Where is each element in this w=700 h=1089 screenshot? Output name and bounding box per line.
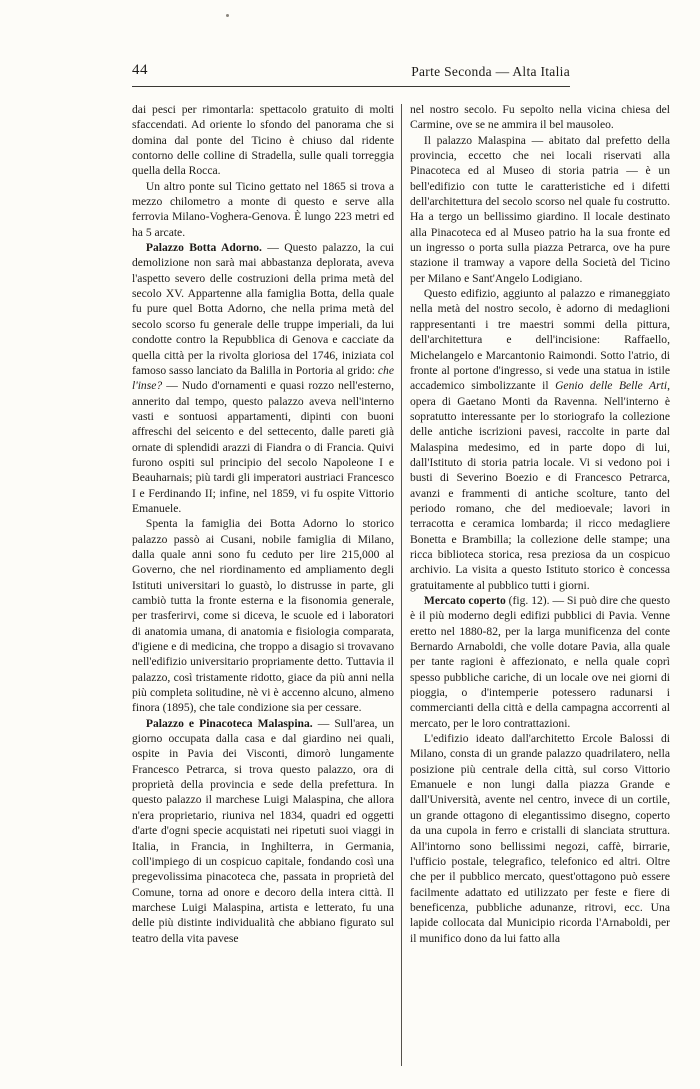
italic-phrase: Genio delle Belle Arti — [555, 379, 668, 393]
paragraph — [410, 102, 670, 133]
paragraph-text: L'edifizio ideato dall'architetto Ercole Balossi di Milano, consta di un grande palazzo quadrilatero, nella posizione più centrale della città, sul corso Vittorio Emanuele e non lungi dalla piazza Grande e dall'Università, avente nel centro, invece di un cortile, un grande ottagono di elegantissimo disegno, coperto da una cupola in ferro e cristalli di slanciata struttura. All'intorno sono bellissimi negozi, caffè, birrarie, l'ufficio postale, telegrafico, telefonico ed altri. Oltre che per il pubblico mercato, quest'ottagono può essere facilmente adattato ed utilizzato per feste e fiere di beneficenza, pubbliche adunanze, ritrovi, ecc. Una lapide collocata dal Municipio ricorda l'Arnaboldi, per il munifico dono da lui fatto alla — [410, 732, 670, 945]
paragraph — [410, 731, 670, 946]
paragraph — [410, 593, 670, 731]
paragraph-text: — Questo palazzo, la cui demolizione non sarà mai abbastanza deplorata, aveva l'aspetto severo delle costruzioni della prima metà del secolo XV. Appartenne alla famiglia Botta, della quale fu pure quel Botta Adorno, che nella prima metà del secolo scorso fu generale delle truppe imperiali, da lui condotte contro la Repubblica di Genova e cacciate da quella città per la rivolta gloriosa del 1746, iniziata col famoso sasso lanciato da Balilla in Portoria al grido: — [132, 241, 394, 377]
column-divider — [401, 104, 402, 1066]
paragraph-text: Spenta la famiglia dei Botta Adorno lo storico palazzo passò ai Cusani, nobile famiglia di Milano, dalla quale anni sono fu ceduto per lire 215,000 al Governo, che nel riordinamento ed ampliamento degli Istituti universitari lo guastò, lo distrusse in parte, gli cambiò tutta la fronte esterna e la fisonomia generale, per trasferirvi, come si diceva, le scuole ed i laboratori di anatomia umana, di anatomia e fisiologia comparata, d'igiene e di medicina, che troppo a disagio si trovavano nell'edifizio universitario propriamente detto. Tuttavia il palazzo, così tristamente ridotto, giace da più anni nella più completa solitudine, nè vi è accenno alcuno, almeno finora (1895), che tale condizione sia per cessare. — [132, 517, 394, 715]
paragraph-text: dai pesci per rimontarla: spettacolo gratuito di molti sfaccendati. Ad oriente lo sfondo del panorama che si domina dal ponte del Ticino è chiuso dal ridente contorno delle colline di Stradella, sulle quali torreggia quella della Rocca. — [132, 103, 394, 178]
paragraph-text: Il palazzo Malaspina — abitato dal prefetto della provincia, eccetto che nei locali riservati alla Pinacoteca ed al Museo di storia patria — è un bell'edifizio con tutte le caratteristiche ed i difetti dell'architettura del secolo scorso nel quale fu costrutto. Ha a tergo un bellissimo giardino. Il locale destinato alla Pinacoteca ed al Museo patrio ha la sua fronte ed un ingresso o porta sulla piazza Petrarca, ove ha pure stazione il tramway a vapore della Società del Ticino per Milano e Sant'Angelo Lodigiano. — [410, 133, 670, 285]
paragraph-text: Un altro ponte sul Ticino gettato nel 1865 si trova a mezzo chilometro a monte di questo e serve alla ferrovia Milano-Voghera-Genova. È lungo 223 metri ed ha 5 arcate. — [132, 179, 394, 239]
page-header — [132, 62, 570, 84]
ink-speck — [226, 14, 229, 17]
paragraph-text: , opera di Gaetano Monti da Ravenna. Nell'interno è sopratutto interessante per lo storiografo la collezione delle antiche iscrizioni pavesi, raccolte in parte dal Malaspina medesimo, ed in parte dopo di lui, dall'Istituto di storia patria locale. Vi si vedono poi i busti di Severino Boezio e di Francesco Petrarca, avanzi e frammenti di antiche scolture, tanto del periodo romano, che del medioevale; lavori in terracotta e ceramica lombarda; il ricco medagliere Bonetta e Brambilla; la collezione delle stampe; una ricca biblioteca storica, resa preziosa da un cospicuo archivio. La visita a questo Istituto storico è concessa gratuitamente al pubblico tutti i giorni. — [410, 379, 670, 592]
paragraph-text: (fig. 12). — Si può dire che questo è il più moderno degli edifizi pubblici di Pavia. Venne eretto nel 1880-82, per la larga munificenza del conte Bernardo Arnaboldi, che volle dotare Pavia, alla quale per tante ragioni è affezionato, e nella quale coprì spesso pubbliche cariche, di un locale ove nei giorni di pioggia, o d'intemperie potessero radunarsi i commercianti della città e della campagna accorrenti al mercato, per le loro contrattazioni. — [410, 594, 670, 730]
running-title: Parte Seconda — Alta Italia — [411, 64, 570, 79]
italic-phrase: che l'inse? — [132, 363, 394, 393]
paragraph-text: — Nudo d'ornamenti e quasi rozzo nell'esterno, annerito dal tempo, questo palazzo aveva nell'interno vasti e sontuosi appartamenti, dipinti con buoni affreschi del seicento e del settecento, dalle pareti già ornate di splendidi arazzi di Fiandra o di Francia. Quivi furono ospiti sul principio del secolo Napoleone I e Beauharnais; più tardi gli imperatori austriaci Francesco I e Ferdinando II; infine, nel 1859, vi fu ospite Vittorio Emanuele. — [132, 379, 394, 515]
left-column — [132, 102, 394, 946]
paragraph — [132, 716, 394, 946]
paragraph-text: — Sull'area, un giorno occupata dalla casa e dal giardino nei quali, ospite in Pavia dei Visconti, dimorò lungamente Francesco Petrarca, si trova questo palazzo, ora di proprietà della provincia e sede della prefettura. In questo palazzo il marchese Luigi Malaspina, che allora n'era proprietario, riuniva nel 1834, quadri ed oggetti d'arte d'ogni specie acquistati nei ripetuti suoi viaggi in Italia, in Francia, in Inghilterra, in Germania, coll'impiego di un cospicuo capitale, fondando così una pregevolissima pinacoteca che, passata in proprietà del Comune, torna ad onore e decoro della intera città. Il marchese Luigi Malaspina, artista e letterato, fu una delle più distinte individualità che abbiano figurato sul teatro della vita pavese — [132, 716, 394, 945]
paragraph — [132, 102, 394, 179]
section-heading: Palazzo Botta Adorno. — [145, 241, 262, 255]
paragraph — [132, 179, 394, 240]
paragraph-text: Questo edifizio, aggiunto al palazzo e rimaneggiato nella metà del nostro secolo, è adorno di medaglioni rappresentanti i tre maestri sommi della pittura, dell'architettura e dell'incisione: Raffaello, Michelangelo e Marcantonio Raimondi. Sotto l'atrio, di fronte al portone d'ingresso, si vede una statua in istile accademico simbolizzante il — [410, 287, 670, 393]
header-rule — [132, 86, 570, 87]
section-heading: Palazzo e Pinacoteca Malaspina. — [145, 716, 313, 730]
paragraph-text: nel nostro secolo. Fu sepolto nella vicina chiesa del Carmine, ove se ne ammira il bel mausoleo. — [410, 103, 670, 132]
paragraph — [410, 133, 670, 286]
paragraph — [132, 516, 394, 715]
section-heading: Mercato coperto — [423, 594, 506, 607]
right-column — [410, 102, 670, 946]
page-number: 44 — [132, 62, 148, 78]
paragraph — [410, 286, 670, 593]
paragraph — [132, 240, 394, 516]
